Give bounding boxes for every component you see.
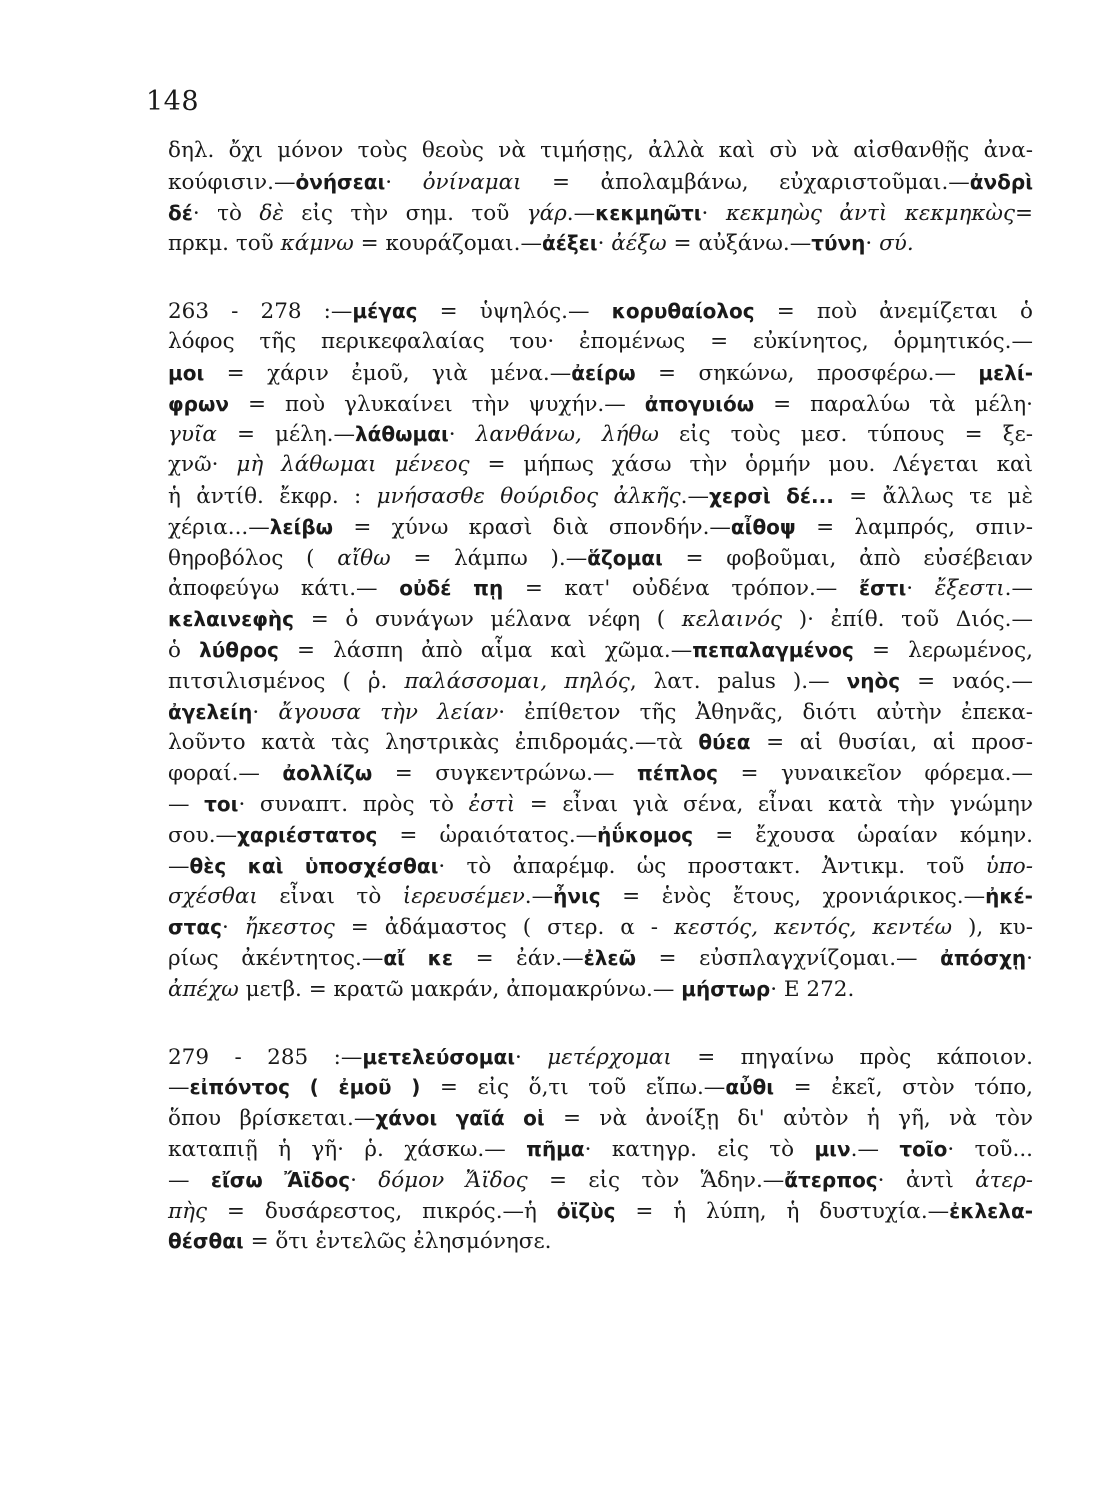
lemma: μοι [168,360,205,385]
lemma: μήστωρ [681,976,771,1001]
lemma: τοῖο [899,1136,948,1161]
text-line [168,543,1033,574]
text-run: = ἀπολαμβάνω, εὐχαριστοῦμαι.— [521,169,970,195]
lemma: ἀείρω [571,360,636,385]
lemma: κελαινεφὴς [168,607,295,632]
lemma: αἴ κε [383,945,453,970]
italic-term: κελαινός [681,607,783,633]
lemma: κεκμηῶτι [595,200,702,225]
lemma: οὐδέ πῃ [399,576,504,601]
commentary-text [168,136,1033,1257]
text-line [168,1165,1033,1196]
text-run: = ποὺ ἀνεμίζεται ὁ [754,299,1033,325]
text-run: μετβ. = κρατῶ μακράν, ἀπομακρύνω.— [238,976,682,1002]
text-line [168,789,1033,820]
lemma: μελί- [978,360,1033,385]
text-run: = ὁ συνάγων μέλανα νέφη ( [294,607,682,633]
lemma: ἅζομαι [587,545,663,570]
text-run: ἡ ἀντίθ. ἔκφρ. : [168,483,377,509]
italic-term: γάρ [526,200,567,226]
text-run: · [385,169,423,195]
text-run: = ἐκεῖ, στὸν τόπο, [774,1075,1034,1101]
text-line [168,943,1033,974]
text-line [168,1072,1033,1103]
text-run: θηροβόλος ( [168,545,338,571]
lemma: πεπαλαγμένος [692,637,854,662]
text-run: · [515,1044,548,1070]
lemma: πέπλος [636,761,718,786]
lemma: ἀπόσχῃ [940,945,1027,970]
text-run: χέρια...— [168,514,270,540]
italic-term: μετέρχομαι [547,1044,672,1070]
text-line [168,1196,1033,1227]
lemma: ὀϊζὺς [556,1198,616,1223]
text-run: = λαμπρός, σπιν- [795,514,1034,540]
italic-term: ἤκεστος [244,915,335,941]
lemma: θέσθαι [168,1229,244,1254]
text-run: — [168,1075,190,1101]
text-line [168,974,1033,1005]
text-run: · [597,231,612,257]
text-line [168,198,1033,229]
paragraph-gap [168,1005,1033,1042]
text-line [168,389,1033,420]
text-run: .— [680,483,709,509]
text-run: · [252,699,279,725]
text-run: · τοῦ... [947,1136,1033,1162]
lemma: δέ [168,200,193,225]
italic-term: ἀέξω [611,231,667,257]
text-run: = εἰς τὸν Ἅδην.— [527,1167,785,1193]
text-line [168,912,1033,943]
text-run: = ἔχουσα ὡραίαν κόμην. [693,822,1033,848]
lemma: χάνοι γαῖά οἱ [375,1106,545,1131]
text-run: = ἐάν.— [452,945,584,971]
text-run: = χύνω κρασὶ διὰ σπονδήν.— [333,514,731,540]
text-run: = [1015,200,1034,226]
text-run: κούφισιν.— [168,169,296,195]
text-run: δηλ. ὄχι μόνον τοὺς θεοὺς νὰ τιμήσῃς, ἀλλὰ καὶ σὺ νὰ αἰσθανθῇς ἀνα- [168,138,1033,163]
text-run: = κατ' οὐδένα τρόπον.— [503,576,859,602]
lemma: ἀέξει [541,231,598,256]
lemma: νηὸς [846,668,901,693]
lemma: πῆμα [526,1136,585,1161]
lemma: εἰπόντος ( ἐμοῦ ) [189,1075,421,1100]
text-run: = συγκεντρώνω.— [372,761,637,787]
text-line [168,419,1033,450]
page-number: 148 [146,86,200,117]
text-run: εἶναι τὸ [257,884,403,910]
text-run: εἰς τὴν σημ. τοῦ [283,200,527,226]
text-run: 263 - 278 :— [168,299,353,325]
text-run: = εἰς ὅ,τι τοῦ εἴπω.— [420,1075,726,1101]
text-run: · τὸ [192,200,260,226]
text-run: ἀποφεύγω κάτι.— [168,576,400,602]
text-run: · [701,200,726,226]
lemma: εἴσω Ἄϊδος [210,1167,351,1192]
lemma: θὲς καὶ ὑποσχέσθαι [189,853,439,878]
text-run: σου.— [168,822,238,848]
text-line [168,604,1033,635]
text-run: = λάσπη ἀπὸ αἷμα καὶ χῶμα.— [278,637,693,663]
text-run: — [168,1167,211,1193]
lemma: ἔστι [858,576,907,601]
text-run: .— [524,884,554,910]
lemma: τύνη [811,231,866,256]
text-run: · κατηγρ. εἰς τὸ [584,1136,815,1162]
text-run: = λερωμένος, [853,637,1034,663]
text-run: · Ε 272. [770,976,855,1002]
lemma: αἶθοψ [730,514,796,539]
text-run: πιτσιλισμένος ( ῥ. [168,668,405,694]
text-run: = ἄλλως τε μὲ [833,483,1033,509]
text-run: = χάριν ἐμοῦ, γιὰ μένα.— [204,360,572,386]
text-line [168,1226,1033,1257]
text-run: = γυναικεῖον φόρεμα.— [717,761,1034,787]
italic-term: κάμνω [280,231,354,257]
text-run: — [168,853,190,879]
lemma: κορυθαίολος [611,299,755,324]
text-run: = παραλύω τὰ μέλη· [754,391,1033,417]
italic-term: πὴς [168,1198,208,1224]
text-line [168,727,1033,758]
text-run: λοῦντο κατὰ τὰς ληστρικὰς ἐπιδρομάς.—τὰ [168,730,699,756]
italic-term: ἄγουσα τὴν λείαν [278,699,499,725]
italic-term: δόμον Ἄϊδος [378,1167,528,1193]
italic-term: κεκμηὼς ἀντὶ κεκμηκὼς [725,200,1015,226]
italic-term: αἴθω [337,545,391,571]
text-line [168,881,1033,912]
lemma: μιν [814,1136,851,1161]
text-run: φοραί.— [168,761,283,787]
text-run: = ὅτι ἐντελῶς ἐλησμόνησε. [243,1229,552,1255]
lemma: ἦνις [553,884,601,909]
text-run: .— [566,200,596,226]
text-run: · [221,915,245,941]
lemma: ἀπογυιόω [644,391,755,416]
text-run: = ὡραιότατος.— [377,822,598,848]
italic-term: γυῖα [168,422,217,448]
lemma: χερσὶ δέ... [708,483,834,508]
text-run: = κουράζομαι.— [353,231,542,257]
text-run: λόφος τῆς περικεφαλαίας του· ἐπομένως = εὐκίνητος, ὁρμητικός.— [168,328,1033,354]
italic-term: ἀπέχω [168,976,239,1002]
text-run: 279 - 285 :— [168,1044,363,1070]
text-run: πρκμ. τοῦ [168,231,281,257]
italic-term: μὴ λάθωμαι μένεος [236,452,470,478]
text-line [168,327,1033,358]
lemma: ἠκέ- [985,884,1033,909]
italic-term: ἀτερ- [975,1167,1034,1193]
text-run: = αὐξάνω.— [666,231,812,257]
text-line [168,1042,1033,1073]
text-run: = ναός.— [900,668,1034,694]
lemma: ὀνήσεαι [295,169,386,194]
text-line [168,758,1033,789]
text-run: = νὰ ἀνοίξῃ δι' αὐτὸν ἡ γῆ, νὰ τὸν [544,1106,1033,1132]
lemma: ἐλεῶ [583,945,636,970]
text-line [168,450,1033,481]
text-run: = μήπως χάσω τὴν ὁρμήν μου. Λέγεται καὶ [469,452,1033,478]
text-line [168,136,1033,167]
text-run: = μέλη.— [216,422,356,448]
italic-term: ὑπο- [985,853,1033,879]
text-run: χνῶ· [168,452,237,478]
text-run: = πηγαίνω πρὸς κάποιον. [671,1044,1033,1070]
text-run: = σηκώνω, προσφέρω.— [635,360,979,386]
text-line [168,512,1033,543]
lemma: χαριέστατος [237,822,378,847]
text-line [168,666,1033,697]
lemma: ἄτερπος [784,1167,878,1192]
lemma: λύθρος [199,637,279,662]
text-run: · [865,231,880,257]
italic-term: ὀνίναμαι [422,169,522,195]
text-run: ), κυ- [952,915,1033,941]
text-run: .— [850,1136,900,1162]
text-run: = ἡ λύπη, ἡ δυστυχία.— [615,1198,950,1224]
lemma: θύεα [698,730,751,755]
text-line [168,573,1033,604]
lemma: λάθωμαι [355,422,449,447]
text-run: · [906,576,935,602]
text-line [168,635,1033,666]
italic-term: δὲ [259,200,284,226]
text-run: = αἱ θυσίαι, αἱ προσ- [750,730,1033,756]
text-line [168,697,1033,728]
text-run: = λάμπω ).— [390,545,588,571]
paragraph-gap [168,259,1033,296]
text-line [168,1103,1033,1134]
italic-term: ἐστὶ [468,791,516,817]
italic-term: ἔξεστι [934,576,1005,602]
lemma: μετελεύσομαι [362,1044,515,1069]
lemma: τοι [204,791,239,816]
lemma: στας [168,915,222,940]
text-run: = ὑψηλός.— [417,299,612,325]
text-line [168,481,1033,512]
text-run: εἰς τοὺς μεσ. τύπους = ξε- [658,422,1033,448]
text-run: )· ἐπίθ. τοῦ Διός.— [782,607,1033,633]
lemma: ἐκλελα- [949,1198,1033,1223]
lemma: ἀγελείη [168,699,253,724]
text-line [168,1134,1033,1165]
lemma: μέγας [352,299,418,324]
text-run: ὅπου βρίσκεται.— [168,1106,376,1132]
text-run: · [350,1167,379,1193]
text-run: · [448,422,476,448]
text-run: .— [1004,576,1034,602]
lemma: φρων [168,391,229,416]
italic-term: λανθάνω, λήθω [475,422,659,448]
text-run: καταπιῇ ἡ γῆ· ῥ. χάσκω.— [168,1136,527,1162]
italic-term: ἱερευσέμεν [402,884,525,910]
text-run: = ποὺ γλυκαίνει τὴν ψυχήν.— [228,391,645,417]
lemma: ἀνδρὶ [969,169,1033,194]
text-run: , λατ. palus ).— [629,668,847,694]
text-line [168,851,1033,882]
text-run: = ἑνὸς ἔτους, χρονιάρικος.— [600,884,986,910]
text-run: = φοβοῦμαι, ἀπὸ εὐσέβειαν [662,545,1033,571]
text-line [168,358,1033,389]
text-run: — [168,791,205,817]
italic-term: σύ. [879,231,914,257]
text-line [168,228,1033,259]
text-line [168,296,1033,327]
lemma: ἠΰκομος [597,822,694,847]
text-run: = εἶναι γιὰ σένα, εἶναι κατὰ τὴν γνώμην [515,791,1033,817]
text-run: ρίως ἀκέντητος.— [168,945,384,971]
text-run: = ἀδάμαστος ( στερ. α - [334,915,674,941]
text-run: · συναπτ. πρὸς τὸ [238,791,469,817]
lemma: λείβω [269,514,334,539]
italic-term: παλάσσομαι, πηλός [404,668,630,694]
text-run: · ἐπίθετον τῆς Ἀθηνᾶς, διότι αὐτὴν ἐπεκα- [498,699,1033,725]
text-run: = δυσάρεστος, πικρός.—ἡ [207,1198,557,1224]
text-line [168,167,1033,198]
italic-term: σχέσθαι [168,884,258,910]
italic-term: κεστός, κεντός, κεντέω [674,915,953,941]
text-run: · ἀντὶ [877,1167,976,1193]
italic-term: μνήσασθε θούριδος ἀλκῆς [376,483,681,509]
text-run: = εὐσπλαγχνίζομαι.— [635,945,941,971]
lemma: ἀολλίζω [282,761,373,786]
text-line [168,820,1033,851]
lemma: αὖθι [725,1075,775,1100]
text-run: ὁ [168,637,200,663]
text-run: · [1026,945,1033,971]
text-run: · τὸ ἀπαρέμφ. ὡς προστακτ. Ἀντικμ. τοῦ [438,853,986,879]
